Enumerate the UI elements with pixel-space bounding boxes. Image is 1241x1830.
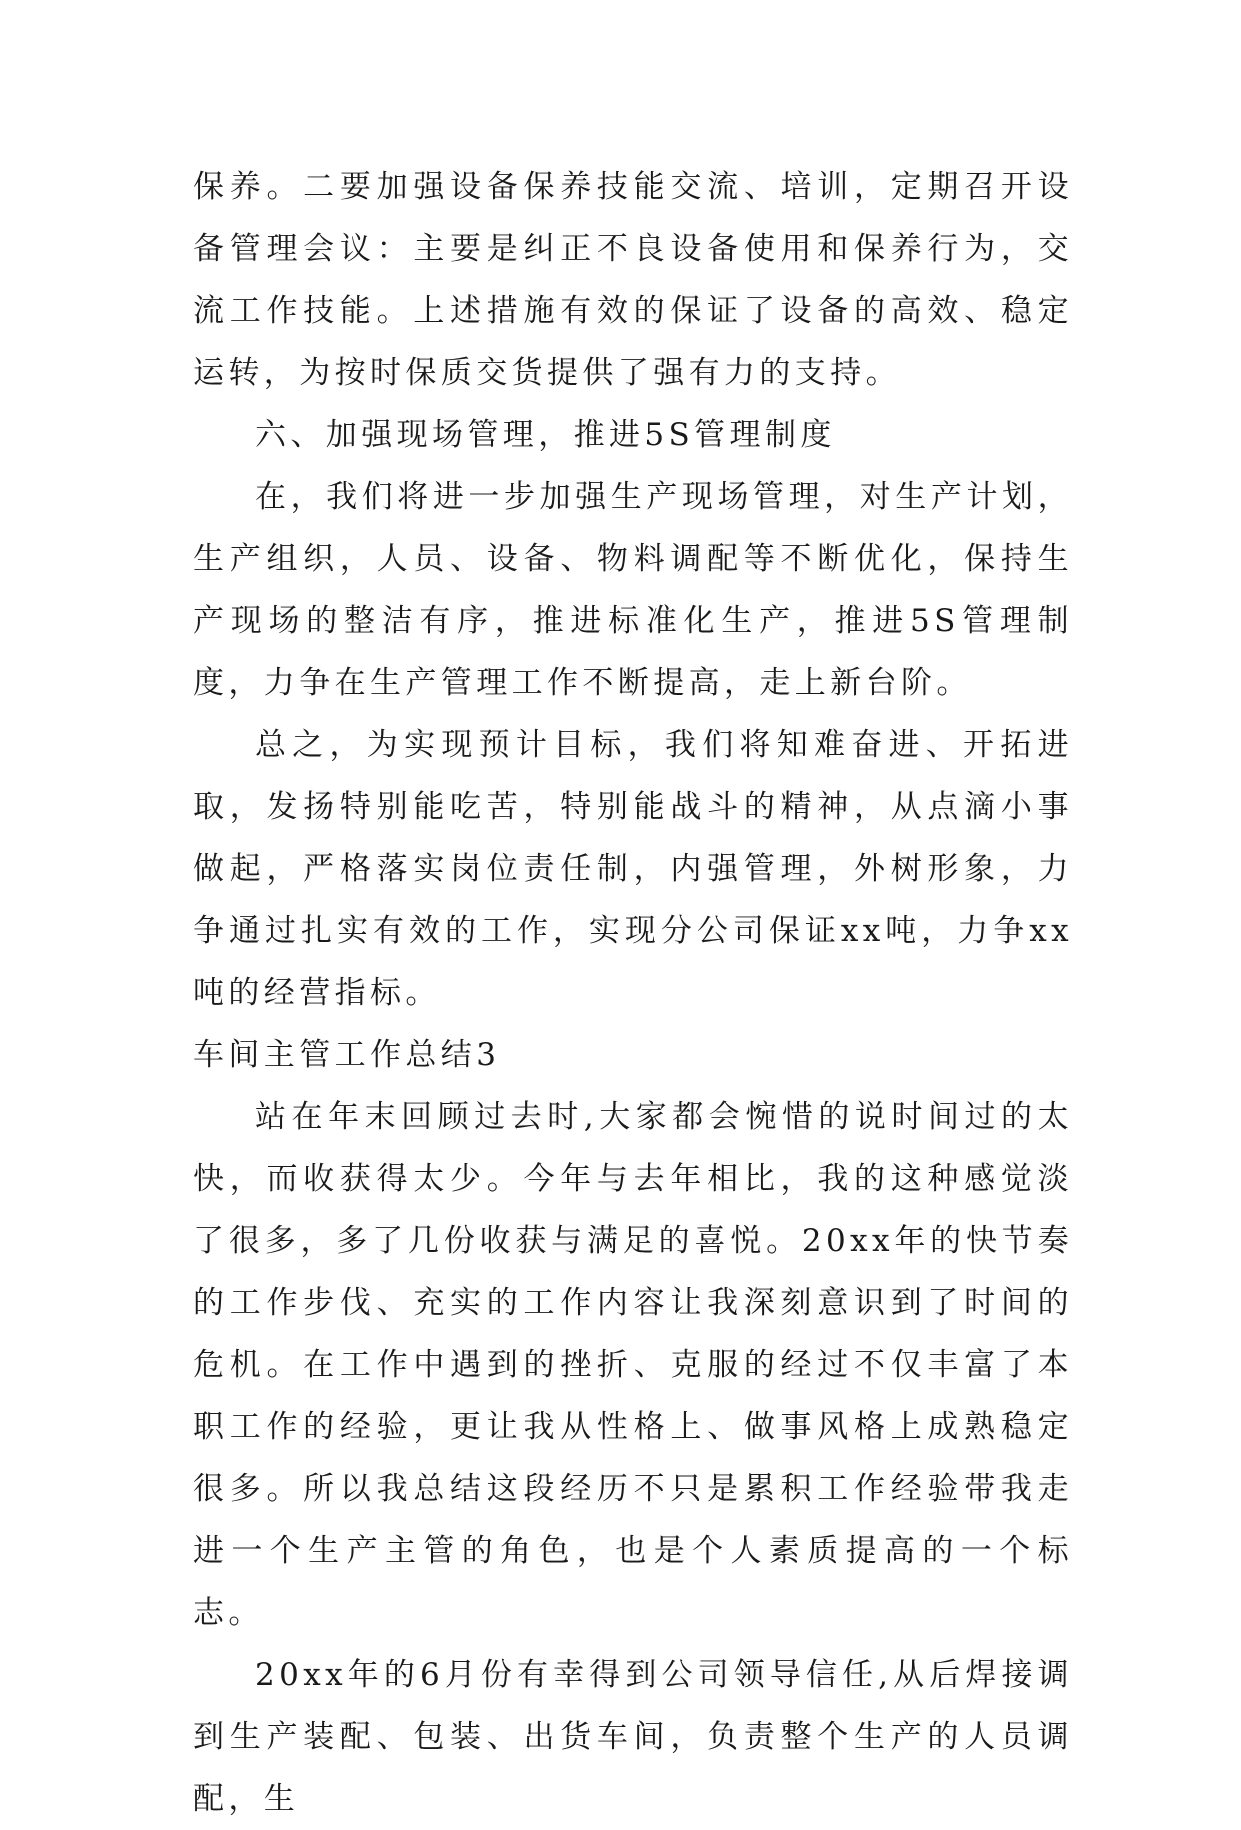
document-title-summary-3: 车间主管工作总结3 — [193, 1037, 501, 1073]
section-heading-site-management: 六、加强现场管理，推进5S管理制度 — [255, 417, 836, 453]
document-body — [193, 156, 1073, 1830]
paragraph-equipment-maintenance: 保养。二要加强设备保养技能交流、培训，定期召开设备管理会议：主要是纠正不良设备使用和保养行为，交流工作技能。上述措施有效的保证了设备的高效、稳定运转，为按时保质交货提供了强有力的支持。 — [193, 169, 1073, 391]
paragraph-site-management: 在，我们将进一步加强生产现场管理，对生产计划，生产组织，人员、设备、物料调配等不断优化，保持生产现场的整洁有序，推进标准化生产，推进5S管理制度，力争在生产管理工作不断提高，走上新台阶。 — [193, 479, 1073, 701]
paragraph-year-review: 站在年末回顾过去时,大家都会惋惜的说时间过的太快，而收获得太少。今年与去年相比，我的这种感觉淡了很多，多了几份收获与满足的喜悦。20xx年的快节奏的工作步伐、充实的工作内容让我深刻意识到了时间的危机。在工作中遇到的挫折、克服的经过不仅丰富了本职工作的经验，更让我从性格上、做事风格上成熟稳定很多。所以我总结这段经历不只是累积工作经验带我走进一个生产主管的角色，也是个人素质提高的一个标志。 — [193, 1099, 1073, 1631]
paragraph-june-transfer: 20xx年的6月份有幸得到公司领导信任,从后焊接调到生产装配、包装、出货车间，负责整个生产的人员调配，生 — [193, 1657, 1073, 1817]
paragraph-conclusion: 总之，为实现预计目标，我们将知难奋进、开拓进取，发扬特别能吃苦，特别能战斗的精神，从点滴小事做起，严格落实岗位责任制，内强管理，外树形象，力争通过扎实有效的工作，实现分公司保证xx吨，力争xx吨的经营指标。 — [193, 727, 1073, 1011]
